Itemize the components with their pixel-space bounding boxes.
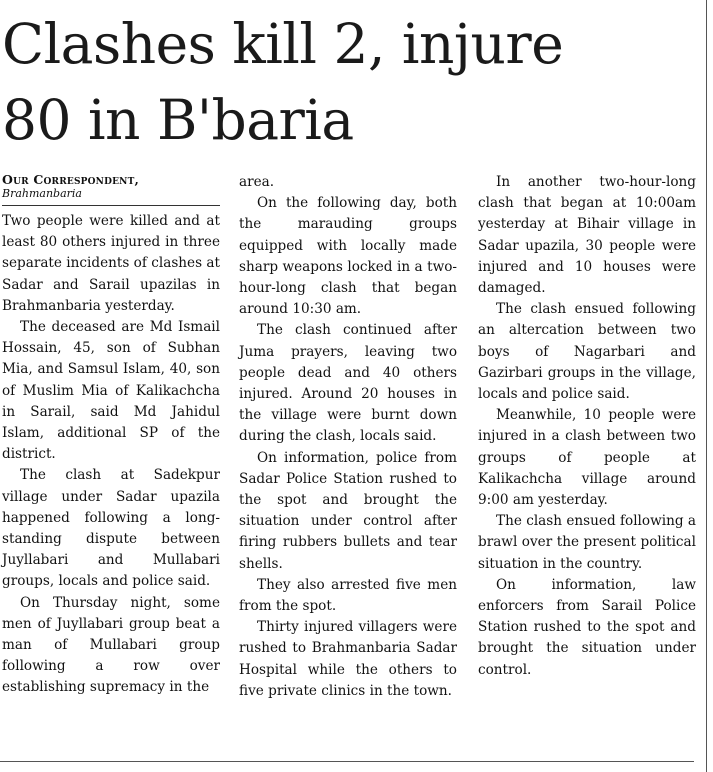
paragraph: They also arrested five men from the spot. bbox=[239, 576, 457, 615]
headline bbox=[2, 6, 702, 158]
paragraph: On information, law enforcers from Sarail Police Station rushed to the spot and brought the situation under control. bbox=[478, 576, 696, 678]
byline-location: Brahmanbaria bbox=[2, 187, 220, 206]
paragraph: The deceased are Md Ismail Hossain, 45, son of Subhan Mia, and Samsul Islam, 40, son of Muslim Mia of Kalikachcha in Sarail, said Md Jahidul Islam, additional SP of the district. bbox=[2, 319, 220, 463]
headline-line-1: Clashes kill 2, injure bbox=[2, 12, 564, 76]
paragraph: In another two-hour-long clash that began at 10:00am yesterday at Bihair village in Sadar upazila, 30 people were injured and 10 houses were damaged. bbox=[478, 174, 696, 297]
paragraph: On information, police from Sadar Police Station rushed to the spot and brought the situation under control after firing rubbers bullets and tear shells. bbox=[239, 449, 457, 572]
paragraph: On Thursday night, some men of Juyllabari group beat a man of Mullabari group following a row over establishing supremacy in the bbox=[2, 594, 220, 696]
paragraph: Thirty injured villagers were rushed to Brahmanbaria Sadar Hospital while the others to five private clinics in the town. bbox=[239, 619, 457, 699]
headline-line-2: 80 in B'baria bbox=[2, 88, 354, 152]
byline-author: Our Correspondent, bbox=[2, 172, 140, 187]
article-rule-bottom bbox=[0, 761, 694, 762]
paragraph: The clash ensued following an altercation between two boys of Nagarbari and Gazirbari groups in the village, locals and police said. bbox=[478, 301, 696, 403]
article-column-2 bbox=[239, 172, 457, 702]
column-rule-right bbox=[706, 0, 707, 772]
paragraph: The clash at Sadekpur village under Sadar upazila happened following a long-standing dispute between Juyllabari and Mullabari groups, locals and police said. bbox=[2, 467, 220, 590]
paragraph: On the following day, both the marauding groups equipped with locally made sharp weapons locked in a two-hour-long clash that began around 10:30 am. bbox=[239, 195, 457, 318]
article-column-1 bbox=[2, 172, 220, 699]
article-column-3 bbox=[478, 172, 696, 681]
paragraph: The clash ensued following a brawl over the present political situation in the country. bbox=[478, 513, 696, 572]
paragraph: Two people were killed and at least 80 others injured in three separate incidents of clashes at Sadar and Sarail upazilas in Brahmanbaria yesterday. bbox=[2, 213, 220, 314]
paragraph: The clash continued after Juma prayers, leaving two people dead and 40 others injured. Around 20 houses in the village were burnt down during the clash, locals said. bbox=[239, 322, 457, 445]
paragraph: area. bbox=[239, 174, 275, 190]
paragraph: Meanwhile, 10 people were injured in a clash between two groups of people at Kalikachcha village around 9:00 am yesterday. bbox=[478, 407, 696, 509]
